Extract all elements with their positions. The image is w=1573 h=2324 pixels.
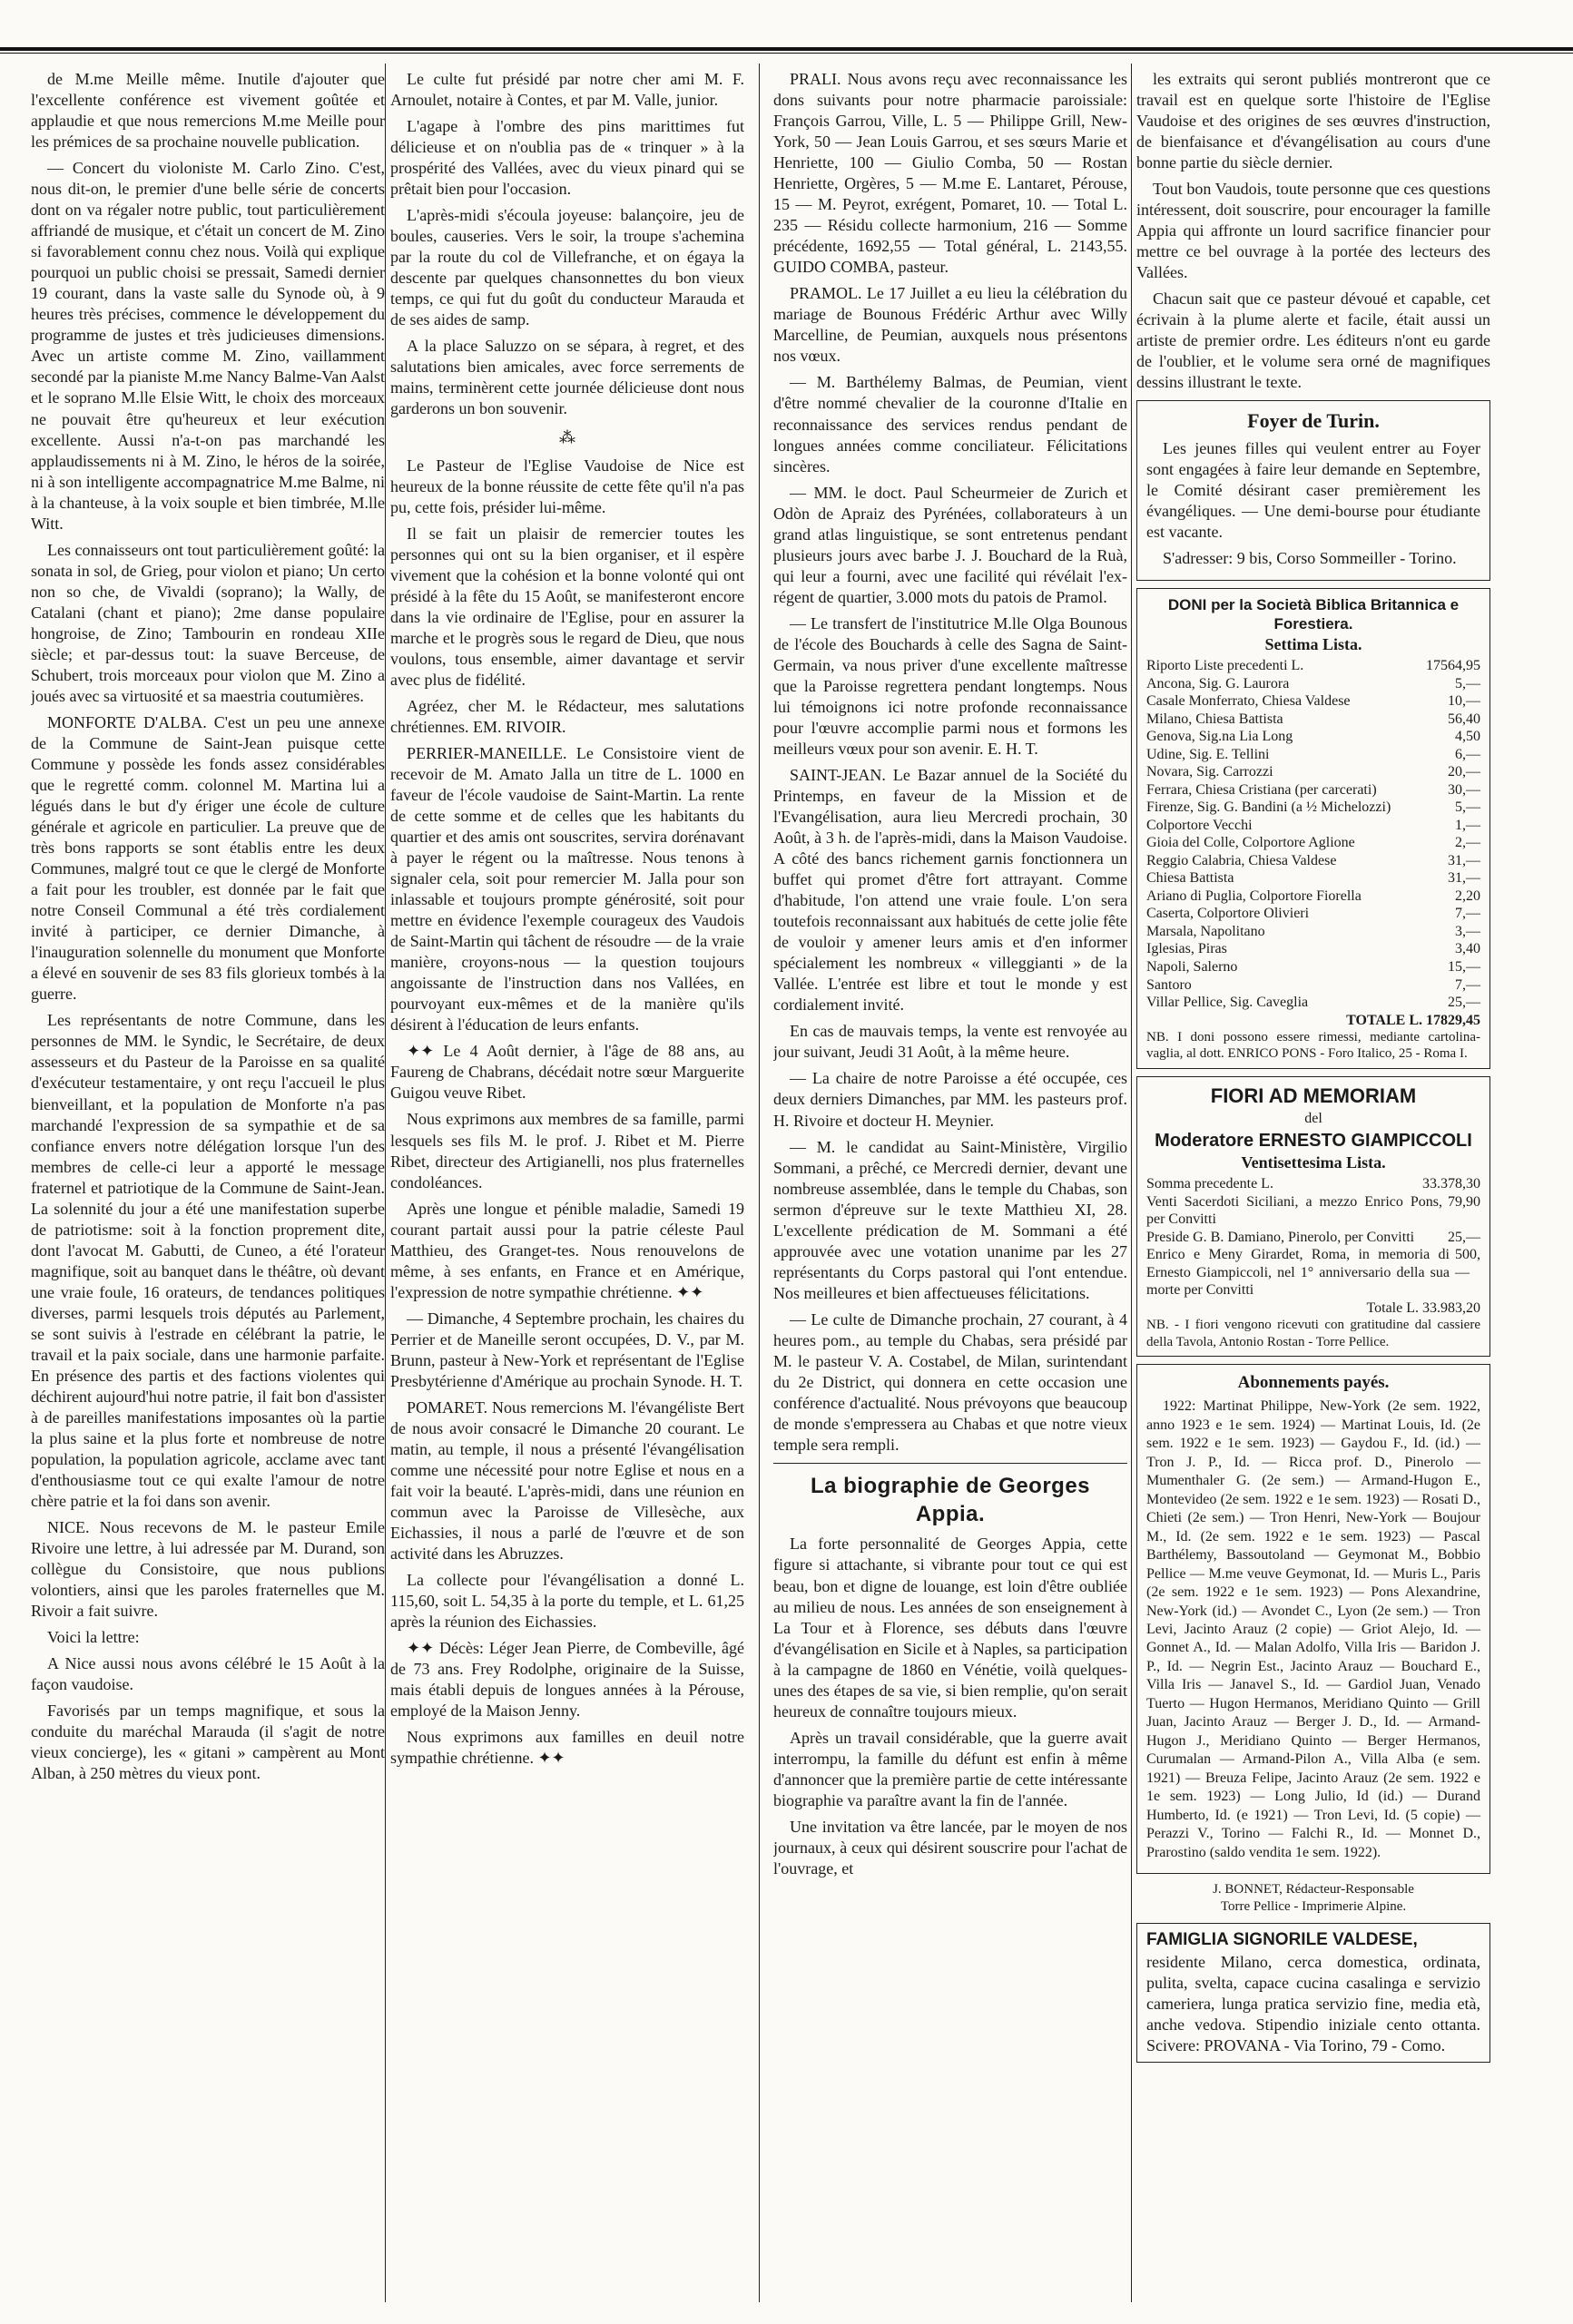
- bio-title: La biographie de Georges Appia.: [810, 1474, 1091, 1526]
- paragraph: Les représentants de notre Commune, dans les personnes de MM. le Syndic, le Secrétaire, de deux assesseurs et du Pasteur de la Paroisse en sa qualité d'exécuteur testamentaire, y ont reçu l'accueil le plus bienveillant, et la population de Monforte n'a pas marchandé l'expression de sa sympathie et de sa confiance envers notre délégation lorsque l'un des membres de celle-ci leur a apporté le message fraternel et patriotique de la Commune de Saint-Jean. La solennité du jour a été une manifestation superbe de patriotisme: soit à la fonction proprement dite, dont l'avocat M. Gabutti, de Cuneo, a été l'orateur magnifique, soit au banquet dans le théâtre, où devant une vraie foule, 16 orateurs, de tendances politiques diverses, parmi lesquels trois députés au Parlement, se sont suivis à l'estrade en célébrant la patrie, le travail et la paix sociale, dans une harmonie parfaite. En présence des partis et des factions violentes qui déchirent aujourd'hui notre patrie, il fait bon d'assister à de pareilles manifestations imposantes où la partie la plus saine et la plus forte et nombreuse de notre population, la population agricole, acclame avec tant d'enthousiasme tout ce qui exalte l'amour de notre chère patrie et la foi dans son avenir.: [31, 1011, 385, 1511]
- doni-amount: 56,40: [1448, 711, 1480, 727]
- paragraph: PRALI. Nous avons reçu avec reconnaissance les dons suivants pour notre pharmacie paroissiale: François Garrou, Ville, L. 5 — Philippe Grill, New-York, 50 — Jean Louis Garrou, et ses sœurs Marie et Henriette, 100 — Giulio Comba, 50 — Rostan Henriette, Orgères, 5 — M.me E. Lantaret, Pérouse, 15 — M. Peyrot, exrégent, Pomaret, 10. — Total L. 235 — Résidu collecte harmonium, 216 — Somme précédente, 1692,55 — Total général, L. 2143,55. GUIDO COMBA, pasteur.: [773, 70, 1127, 277]
- doni-row: [1146, 657, 1480, 675]
- paragraph: MONFORTE D'ALBA. C'est un peu une annexe de la Commune de Saint-Jean puisque cette Commune y possède les fonds assez considérables que le regretté comm. colonnel M. Martina lui a légués dans le but d'y ériger une école de culture générale et agricole en particulier. La preuve que de très bons rapports se sont établis entre les deux Communes, malgré tout ce que le clergé de Monforte a fait pour les troubler, est donnée par le fait que notre Conseil Communal a été très cordialement invité à participer, ce dernier Dimanche, à l'inauguration solennelle du monument que Monforte a élevé en souvenir de ses 83 fils glorieux tombés à la guerre.: [31, 712, 385, 1004]
- column-4: [1136, 69, 1490, 2302]
- fiori-amount: 33.378,30: [1422, 1176, 1480, 1192]
- paragraph: Voici la lettre:: [47, 1628, 140, 1647]
- doni-row: [1146, 781, 1480, 799]
- fiori-total: Totale L. 33.983,20: [1366, 1299, 1480, 1316]
- foyer-address: S'adresser: 9 bis, Corso Sommeiller - Torino.: [1163, 548, 1457, 567]
- doni-label: Firenze, Sig. G. Bandini (a ½ Michelozzi): [1146, 799, 1391, 816]
- doni-row: [1146, 799, 1480, 817]
- fiori-label: Venti Sacerdoti Siciliani, a mezzo Enrico Pons, per Convitti: [1146, 1193, 1442, 1228]
- doni-amount: 7,—: [1455, 906, 1480, 922]
- paragraph: Chacun sait que ce pasteur dévoué et capable, cet écrivain à la plume alerte et facile, était aussi un artiste de premier ordre. Les éditeurs n'ont eu garde de l'oublier, et le volume sera orné de magnifiques dessins illustrant le texte.: [1136, 289, 1490, 392]
- paragraph: Tout bon Vaudois, toute personne que ces questions intéressent, doit souscrire, pour encourager la famille Appia qui affronte un lourd sacrifice financier pour mettre ce bel ouvrage à la portée des lecteurs des Vallées.: [1136, 180, 1490, 282]
- doni-amount: 31,—: [1448, 870, 1480, 887]
- paragraph: En cas de mauvais temps, la vente est renvoyée au jour suivant, Jeudi 31 Août, à la même heure.: [773, 1022, 1127, 1062]
- doni-amount: 5,—: [1455, 799, 1480, 816]
- doni-row: [1146, 923, 1480, 941]
- paragraph: les extraits qui seront publiés montreront que ce travail est en quelque sorte l'histoire de l'Eglise Vaudoise et des origines de ses œuvres d'instruction, de bienfaisance et d'évangélisation au cours d'une bonne partie du siècle dernier.: [1136, 70, 1490, 172]
- doni-row: [1146, 887, 1480, 906]
- doni-subtitle: Settima Lista.: [1264, 635, 1362, 654]
- fiori-amount: 500,—: [1455, 1247, 1480, 1280]
- doni-label: Gioia del Colle, Colportore Aglione: [1146, 835, 1355, 851]
- doni-amount: 25,—: [1448, 995, 1480, 1011]
- doni-row: [1146, 817, 1480, 835]
- column-3: [773, 69, 1127, 2302]
- doni-amount: 20,—: [1448, 764, 1480, 780]
- doni-amount: 2,—: [1455, 835, 1480, 851]
- paragraph: POMARET. Nous remercions M. l'évangéliste Bert de nous avoir consacré le Dimanche 20 courant. Le matin, au temple, il nous a présenté l'évangélisation comme une nécessité pour notre Eglise et nous en a fait voir la beauté. L'après-midi, dans une réunion en commun avec la Paroisse de Villesèche, aux Eichassies, il nous a parlé de l'œuvre et de son activité dans les Abruzzes.: [390, 1397, 744, 1564]
- paragraph: Après un travail considérable, que la guerre avait interrompu, la famille du défunt est enfin à même d'annoncer que la première partie de cette intéressante biographie va paraître avant la fin de l'année.: [773, 1728, 1127, 1809]
- doni-list: [1146, 657, 1480, 1011]
- abonnements-title: Abonnements payés.: [1237, 1373, 1390, 1393]
- doni-amount: 17564,95: [1426, 658, 1480, 674]
- fiori-label: Preside G. B. Damiano, Pinerolo, per Convitti: [1146, 1229, 1415, 1245]
- doni-label: Udine, Sig. E. Tellini: [1146, 746, 1270, 762]
- doni-label: Ariano di Puglia, Colportore Fiorella: [1146, 887, 1362, 904]
- fiori-name: Moderatore ERNESTO GIAMPICCOLI: [1155, 1131, 1472, 1151]
- doni-row: [1146, 746, 1480, 764]
- paragraph: Nous exprimons aux familles en deuil notre sympathie chrétienne. ✦✦: [390, 1728, 744, 1768]
- top-rule-thin: [0, 53, 1573, 54]
- doni-label: Milano, Chiesa Battista: [1146, 711, 1283, 727]
- famiglia-title: FAMIGLIA SIGNORILE VALDESE,: [1146, 1930, 1418, 1950]
- doni-label: Reggio Calabria, Chiesa Valdese: [1146, 852, 1337, 868]
- doni-label: Ferrara, Chiesa Cristiana (per carcerati): [1146, 781, 1377, 798]
- fiori-label: Enrico e Meny Girardet, Roma, in memoria di Ernesto Giampiccoli, nel 1° anniversario della sua morte per Convitti: [1146, 1247, 1450, 1299]
- column-divider: [1131, 64, 1132, 2302]
- doni-label: Ancona, Sig. G. Laurora: [1146, 675, 1290, 691]
- paragraph: Il se fait un plaisir de remercier toutes les personnes qui ont su la bien organiser, et il espère vivement que la cohésion et la bonne volonté qui ont présidé à la fête du 15 Août, se manifesteront encore dans la vie ordinaire de l'Eglise, pour en assurer la marche et le progrès sous le regard de Dieu, que nous voulons, tous ensemble, aimer davantage et servir avec plus de fidélité.: [390, 524, 744, 689]
- paragraph: Une invitation va être lancée, par le moyen de nos journaux, à ceux qui désirent souscrire pour l'achat de l'ouvrage, et: [773, 1817, 1127, 1878]
- fiori-row: [1146, 1193, 1480, 1229]
- column-divider: [759, 64, 760, 2302]
- paragraph: PRAMOL. Le 17 Juillet a eu lieu la célébration du mariage de Bounous Frédéric Arthur avec Willy Marcelline, de Peumian, auxquels nous présentons nos vœux.: [773, 284, 1127, 366]
- doni-label: Riporto Liste precedenti L.: [1146, 658, 1304, 674]
- paragraph: — La chaire de notre Paroisse a été occupée, ces deux derniers Dimanches, par MM. les pasteurs prof. H. Rivoire et docteur H. Meynier.: [773, 1069, 1127, 1130]
- paragraph: A Nice aussi nous avons célébré le 15 Août à la façon vaudoise.: [31, 1654, 385, 1694]
- doni-note: NB. I doni possono essere rimessi, mediante cartolina-vaglia, al dott. ENRICO PONS - Foro Italico, 25 - Roma I.: [1146, 1030, 1480, 1062]
- imprint-editor: J. BONNET, Rédacteur-Responsable: [1213, 1882, 1414, 1897]
- doni-label: Novara, Sig. Carrozzi: [1146, 764, 1273, 780]
- fiori-subtitle: Ventisettesima Lista.: [1241, 1153, 1386, 1172]
- imprint-printer: Torre Pellice - Imprimerie Alpine.: [1220, 1899, 1407, 1915]
- doni-row: [1146, 763, 1480, 781]
- fiori-row: [1146, 1175, 1480, 1193]
- fiori-list: [1146, 1175, 1480, 1299]
- foyer-title: Foyer de Turin.: [1247, 409, 1380, 433]
- paragraph: Les connaisseurs ont tout particulièrement goûté: la sonata in sol, de Grieg, pour violon et piano; Un certo non so che, de Vivaldi (soprano); la Wally, de Catalani (chant et piano); 2me danse populaire hongroise, de Zino; Tambourin en rondeau XIIe siècle; et par-dessus tout: la suave Berceuse, de Schubert, trois morceaux pour violon que M. Zino a joués avec sa virtuosité et sa maestria coutumières.: [31, 540, 385, 705]
- divider: [773, 1463, 1127, 1464]
- fiori-label: Somma precedente L.: [1146, 1176, 1273, 1192]
- paragraph: Le Pasteur de l'Eglise Vaudoise de Nice est heureux de la bonne réussite de cette fête qu'il n'a pas pu, cette fois, présider lui-même.: [390, 456, 744, 516]
- doni-row: [1146, 711, 1480, 729]
- doni-amount: 3,—: [1455, 923, 1480, 939]
- paragraph: ✦✦ Le 4 Août dernier, à l'âge de 88 ans, au Faureng de Chabrans, décédait notre sœur Marguerite Guigou veuve Ribet.: [390, 1042, 744, 1103]
- column-1: [31, 69, 385, 2302]
- paragraph: — Le transfert de l'institutrice M.lle Olga Bounous de l'école des Bouchards à celle des Sagna de Saint-Germain, va nous priver d'une excellente maîtresse que la Paroisse regrettera pendant longtemps. Nous lui témoignons ici notre profonde reconnaissance pour l'œuvre accomplie parmi nous et formons les meilleurs vœux pour son avenir. E. H. T.: [773, 613, 1127, 758]
- paragraph: L'agape à l'ombre des pins marittimes fut délicieuse et on n'oublia pas de « trinquer » à la prospérité des Vallées, avec du vieux pinard qui se prêtait bien pour l'occasion.: [390, 117, 744, 199]
- paragraph: — Dimanche, 4 Septembre prochain, les chaires du Perrier et de Maneille seront occupées, D. V., par M. Brunn, pasteur à New-York et représentant de l'Eglise Presbytérienne d'Amérique au prochain Synode. H. T.: [390, 1309, 744, 1390]
- column-2: [390, 69, 744, 2302]
- doni-row: [1146, 976, 1480, 995]
- fiori-note: NB. - I fiori vengono ricevuti con gratitudine dal cassiere della Tavola, Antonio Rostan - Torre Pellice.: [1146, 1318, 1480, 1349]
- paragraph: Après une longue et pénible maladie, Samedi 19 courant partait aussi pour la patrie céleste Paul Matthieu, des Granget-tes. Nous renouvelons de même, à ses enfants, en France et en Amérique, l'expression de notre sympathie chrétienne. ✦✦: [390, 1199, 744, 1301]
- doni-label: Marsala, Napolitano: [1146, 923, 1265, 939]
- fiori-row: [1146, 1246, 1480, 1299]
- paragraph: — Concert du violoniste M. Carlo Zino. C'est, nous dit-on, le premier d'une belle série de concerts dont on va régaler notre public, tout particulièrement affriandé de musique, et c'était un concert de M. Zino si favorablement connu chez nous. Voilà qui explique pourquoi un public choisi se pressait, Samedi dernier 19 courant, dans la vaste salle du Synode où, à 9 heures très précises, commence le développement du programme de justes et très judicieuses dimensions. Avec un artiste comme M. Zino, vaillamment secondé par la pianiste M.me Nancy Balme-Van Aalst et le soprano M.lle Elsie Witt, le choix des morceaux ne pouvait être qu'heureux et leur exécution excellente. Aussi n'a-t-on pas marchandé les applaudissements ni à M. Zino, le héros de la soirée, ni à son intelligente accompagnatrice M.me Balme, ni à la chanteuse, à la voix souple et bien timbrée, M.lle Witt.: [31, 159, 385, 533]
- doni-row: [1146, 834, 1480, 852]
- paragraph: — MM. le doct. Paul Scheurmeier de Zurich et Odòn de Apraiz des Pyrénées, collaborateurs à un grand atlas linguistique, se sont entretenus pendant plusieurs jours avec barbe J. J. Bouchard de la Ruà, qui leur a fourni, avec une facilité qui révélait l'ex-régent de quartier, 3.000 mots du patois de Pramol.: [773, 483, 1127, 606]
- top-rule: [0, 47, 1573, 51]
- paragraph: La collecte pour l'évangélisation a donné L. 115,60, soit L. 54,35 à la porte du temple, et L. 61,25 après la réunion des Eichassies.: [390, 1571, 744, 1632]
- column-divider: [385, 64, 386, 2302]
- doni-label: Santoro: [1146, 976, 1192, 993]
- paragraph: — Le culte de Dimanche prochain, 27 courant, à 4 heures pom., au temple du Chabas, sera présidé par M. le pasteur V. A. Costabel, de Milan, surintendant du 2e District, qui donnera en cette occasion une conférence d'actualité. Nous prévoyons que beaucoup de monde s'empressera au Chabas et que notre vieux temple sera rempli.: [773, 1309, 1127, 1454]
- paragraph: NICE. Nous recevons de M. le pasteur Emile Rivoire une lettre, à lui adressée par M. Durand, son collègue du Consistoire, que nous publions volontiers, ainsi que les paroles fraternelles que M. Rivoir a fait suivre.: [31, 1518, 385, 1621]
- doni-amount: 3,40: [1455, 941, 1480, 957]
- doni-label: Casale Monferrato, Chiesa Valdese: [1146, 693, 1351, 710]
- doni-row: [1146, 675, 1480, 693]
- doni-amount: 31,—: [1448, 852, 1480, 868]
- doni-amount: 30,—: [1448, 781, 1480, 798]
- doni-label: Chiesa Battista: [1146, 870, 1234, 887]
- paragraph: L'après-midi s'écoula joyeuse: balançoire, jeu de boules, causeries. Vers le soir, la troupe s'achemina par la route du col de Villefranche, et on égaya la descente par quelques chansonnettes du bon vieux temps, ce qui fut du goût du conducteur Marauda et de ses aides de samp.: [390, 206, 744, 329]
- doni-label: Villar Pellice, Sig. Caveglia: [1146, 995, 1309, 1011]
- paragraph: SAINT-JEAN. Le Bazar annuel de la Société du Printemps, en faveur de la Mission et de l'Evangélisation, aura lieu Mercredi prochain, 30 Août, à 3 h. de l'après-midi, dans la Maison Vaudoise. A côté des bancs richement garnis fonctionnera un buffet qui promet d'être fort attrayant. Comme d'habitude, l'on attend une vraie foule. L'on sera toutefois reconnaissant aux habitués de cette jolie fête de vouloir y amener leurs amis et d'en informer spécialement les nombreux « villeggianti » de la Vallée. L'entrée est libre et tout le monde y est cordialement invité.: [773, 766, 1127, 1015]
- doni-amount: 6,—: [1455, 746, 1480, 762]
- doni-label: Caserta, Colportore Olivieri: [1146, 906, 1310, 922]
- paragraph: A la place Saluzzo on se sépara, à regret, et des salutations bien amicales, avec force serrements de mains, terminèrent cette journée délicieuse dont nous garderons un bon souvenir.: [390, 337, 744, 418]
- doni-row: [1146, 869, 1480, 887]
- fiori-row: [1146, 1229, 1480, 1247]
- foyer-box: [1136, 400, 1490, 580]
- fiori-title: FIORI AD MEMORIAM: [1210, 1084, 1417, 1107]
- doni-row: [1146, 692, 1480, 711]
- paragraph: PERRIER-MANEILLE. Le Consistoire vient de recevoir de M. Amato Jalla un titre de L. 1000 en faveur de l'école vaudoise de Saint-Martin. La rente de cette somme et de celles que les habitants du quartier et des amis ont souscrites, servira dorénavant à payer le régent ou la maîtresse. Nous tenons à signaler cela, soit pour remercier M. Jalla pour son inlassable et toujours prompte générosité, soit pour mettre en évidence l'exemple courageux des Vaudois de Saint-Martin qui tâchent de résoudre — de la vraie manière, croyons-nous — la question toujours angoissante de l'instruction dans nos Vallées, en pourvoyant eux-mêmes et de la manière qu'ils désirent à l'éducation de leurs enfants.: [390, 743, 744, 1035]
- abonnements-box: [1136, 1364, 1490, 1874]
- fiori-amount: 25,—: [1448, 1229, 1480, 1245]
- doni-amount: 5,—: [1455, 675, 1480, 691]
- doni-amount: 2,20: [1455, 887, 1480, 904]
- fiori-amount: 79,90: [1448, 1193, 1480, 1210]
- doni-row: [1146, 728, 1480, 746]
- foyer-text: Les jeunes filles qui veulent entrer au Foyer sont engagées à faire leur demande en Septembre, le Comité désirant caser premièrement les évangéliques. — Une demi-bourse pour étudiante est vacante.: [1146, 438, 1480, 541]
- doni-label: Colportore Vecchi: [1146, 817, 1253, 833]
- fiori-del: del: [1304, 1111, 1322, 1127]
- doni-amount: 4,50: [1455, 729, 1480, 745]
- doni-row: [1146, 905, 1480, 923]
- paragraph: — M. le candidat au Saint-Ministère, Virgilio Sommani, a prêché, ce Mercredi dernier, devant une nombreuse assemblée, dans le temple du Chabas, son sermon d'épreuve sur le texte Matthieu XI, 28. L'excellente prédication de M. Sommani a été approuvée avec une votation unanime par les 27 représentants du Corps pastoral qui l'ont entendue. Nos meilleures et bien affectueuses félicitations.: [773, 1137, 1127, 1302]
- abonnements-text: 1922: Martinat Philippe, New-York (2e sem. 1922, anno 1923 e 1e sem. 1924) — Martinat Louis, Id. (2e sem. 1922 e 1e sem. 1923) — Gaydou F., Id. (id.) — Tron J. P., Id. — Ricca prof. D., Pinerolo — Mumenthaler G. (2e sem.) — Armand-Hugon E., Montevideo (2e sem. 1922 e 1e sem. 1923) — Rosati D., Chieti (2e sem.) — Tron Henri, New-York — Boujour M., Id. (2e sem. 1922 e 1e sem. 1923) — Pascal Barthélemy, Bassoutoland — Geymonat M., Bobbio Pellice — M.me veuve Geymonat, Id. — Muris L., Paris (2e sem. 1922 e 1e sem. 1923) — Pons Alexandrine, New-York (id.) — Avondet C., Lyon (2e sem.) — Tron Levi, Jacinto Arauz (2 copie) — Griot Alejo, Id. — Gonnet A., Id. — Malan Adolfo, Villa Iris — Baridon J. P., Id. — Negrin Est., Jacinto Arauz — Bouchard E., Villa Iris — Janavel S., Id. — Gardiol Juan, Venado Tuerto — Hugon Hermanos, Meridiano Quinto — Grill Juan, Jacinto Arauz — Berger J. D., Id. — Armand-Hugon J., Meridiano Quinto — Berger Hermanos, Curumalan — Armand-Pilon A., Villa Alba (e sem. 1921) — Breuza Felipe, Jacinto Arauz (2e sem. 1922 e 1e sem. 1923) — Long Julio, Id (id.) — Durand Humberto, Id. (e 1921) — Tron Levi, Id. (5 copie) — Perazzi V., Torino — Falchi R., Id. — Monnet D., Prarostino (saldo vendita 1e sem. 1922).: [1146, 1398, 1480, 1860]
- doni-row: [1146, 852, 1480, 870]
- doni-label: Napoli, Salerno: [1146, 959, 1238, 975]
- famiglia-box: [1136, 1923, 1490, 2062]
- paragraph: de M.me Meille même. Inutile d'ajouter que l'excellente conférence est vivement goûtée et applaudie et que nous remercions M.me Meille pour les prémices de sa prochaine nouvelle publication.: [31, 70, 385, 152]
- paragraph: La forte personnalité de Georges Appia, cette figure si attachante, si vibrante pour tout ce qui est beau, bon et digne de louange, est loin d'être oubliée au milieu de nous. Les années de son enseignement à La Tour et à Florence, ses débuts dans l'œuvre d'évangélisation en Sicile et à Naples, sa participation à la campagne de 1860 en Vénétie, voilà quelques-unes des étapes de sa vie, si bien remplie, qu'on serait heureux de connaître toujours mieux.: [773, 1535, 1127, 1721]
- doni-amount: 15,—: [1448, 959, 1480, 975]
- paragraph: ✦✦ Décès: Léger Jean Pierre, de Combeville, âgé de 73 ans. Frey Rodolphe, originaire de la Suisse, mais établi depuis de longues années à la Pérouse, employé de la Maison Jenny.: [390, 1639, 744, 1721]
- doni-row: [1146, 958, 1480, 976]
- doni-label: Genova, Sig.na Lia Long: [1146, 729, 1293, 745]
- fiori-box: [1136, 1076, 1490, 1357]
- section-stars: ⁂: [559, 427, 575, 446]
- paragraph: — M. Barthélemy Balmas, de Peumian, vient d'être nommé chevalier de la couronne d'Italie en reconnaissance des services rendus pendant de longues années comme conciliateur. Félicitations sincères.: [773, 373, 1127, 476]
- doni-amount: 10,—: [1448, 693, 1480, 710]
- doni-box: [1136, 588, 1490, 1069]
- paragraph: Nous exprimons aux membres de sa famille, parmi lesquels ses fils M. le prof. J. Ribet et M. Pierre Ribet, directeur des Artigianelli, nos plus fraternelles condoléances.: [390, 1110, 744, 1191]
- doni-total: TOTALE L. 17829,45: [1346, 1012, 1480, 1028]
- paragraph: Le culte fut présidé par notre cher ami M. F. Arnoulet, notaire à Contes, et par M. Valle, junior.: [390, 70, 744, 110]
- paragraph: Agréez, cher M. le Rédacteur, mes salutations chrétiennes. EM. RIVOIR.: [390, 696, 744, 736]
- famiglia-text: residente Milano, cerca domestica, ordinata, pulita, svelta, capace cucina casalinga e servizio cameriera, lunga pratica servizio fine, media età, anche vedova. Stipendio iniziale cento ottanta. Scivere: PROVANA - Via Torino, 79 - Como.: [1146, 1952, 1480, 2054]
- doni-label: Iglesias, Piras: [1146, 941, 1227, 957]
- doni-row: [1146, 994, 1480, 1012]
- paragraph: Favorisés par un temps magnifique, et sous la conduite du maréchal Marauda (il s'agit de notre vieux concierge), les « gitani » campèrent au Mont Alban, à 250 mètres du vieux pont.: [31, 1701, 385, 1783]
- doni-row: [1146, 940, 1480, 958]
- doni-amount: 1,—: [1455, 817, 1480, 833]
- doni-amount: 7,—: [1455, 976, 1480, 993]
- doni-title: DONI per la Società Biblica Britannica e Forestiera.: [1167, 595, 1460, 632]
